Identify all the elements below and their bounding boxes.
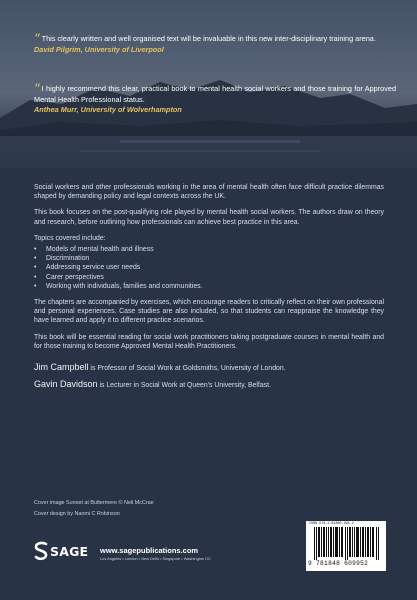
paragraph: This book will be essential reading for social work practitioners taking postgraduate courses in mental health and for those training to become Approved Mental Health Practitioners. — [34, 333, 384, 350]
list-item: • Addressing service user needs — [34, 263, 384, 272]
list-item: • Working with individuals, families and communities. — [34, 282, 384, 291]
list-item: • Models of mental health and illness — [34, 245, 384, 254]
quote-1 — [34, 34, 396, 55]
topics-intro: Topics covered include: — [34, 234, 106, 242]
topics-list — [34, 245, 384, 291]
list-item: • Carer perspectives — [34, 273, 384, 282]
isbn-number: 9 781848 609952 — [308, 560, 369, 567]
quote-text: This clearly written and well organised text will be invaluable in this new inter-disciplinary training arena. — [41, 34, 376, 43]
quote-author: Anthea Murr, University of Wolverhampton — [34, 105, 182, 114]
author-bio — [34, 363, 384, 373]
author-name: Jim Campbell — [34, 362, 89, 373]
cover-design-credit: Cover design by Naomi C Robinson — [34, 511, 120, 517]
author-name: Gavin Davidson — [34, 379, 98, 390]
paragraph: Social workers and other professionals working in the area of mental health often face difficult practice dilemmas shaped by demanding policy and legal contexts across the UK. — [34, 184, 384, 201]
quote-text: I highly recommend this clear, practical book to mental health social workers and those training for Approved Mental Health Professional status. — [34, 84, 396, 104]
paragraph: The chapters are accompanied by exercises, which encourage readers to critically reflect on their own professional and personal experiences. Case studies are also included, so that students can reappraise the knowledge they have learned and apply it to different practice scenarios. — [34, 299, 384, 325]
barcode-icon — [314, 527, 380, 560]
publisher-cities: Los Angeles • London • New Delhi • Singapore • Washington DC — [100, 556, 211, 561]
blurb — [34, 183, 384, 397]
publisher-block — [34, 541, 304, 571]
isbn-label: ISBN 978-1-84860-995-2 — [309, 522, 354, 526]
sage-logo-icon — [34, 541, 50, 561]
author-bio-text: is Professor of Social Work at Goldsmiths, University of London. — [88, 365, 286, 373]
author-bio — [34, 380, 384, 390]
paragraph: This book focuses on the post-qualifying role played by mental health social workers. The authors draw on theory and research, before outlining how professionals can achieve best practice in this area. — [34, 209, 384, 226]
list-item: • Discrimination — [34, 254, 384, 263]
publisher-logo-text: SAGE — [50, 544, 89, 559]
cover-image-credit: Cover image Sunset at Buttermere © Neil McCrae — [34, 500, 154, 506]
quote-mark-icon: “ — [34, 82, 41, 97]
quote-2 — [34, 84, 396, 115]
quote-mark-icon: “ — [34, 32, 41, 47]
publisher-url[interactable]: www.sagepublications.com — [100, 546, 199, 555]
quote-author: David Pilgrim, University of Liverpool — [34, 45, 164, 54]
cover-credits — [34, 498, 154, 520]
isbn-barcode — [306, 521, 386, 571]
author-bio-text: is Lecturer in Social Work at Queen's University, Belfast. — [97, 382, 271, 390]
